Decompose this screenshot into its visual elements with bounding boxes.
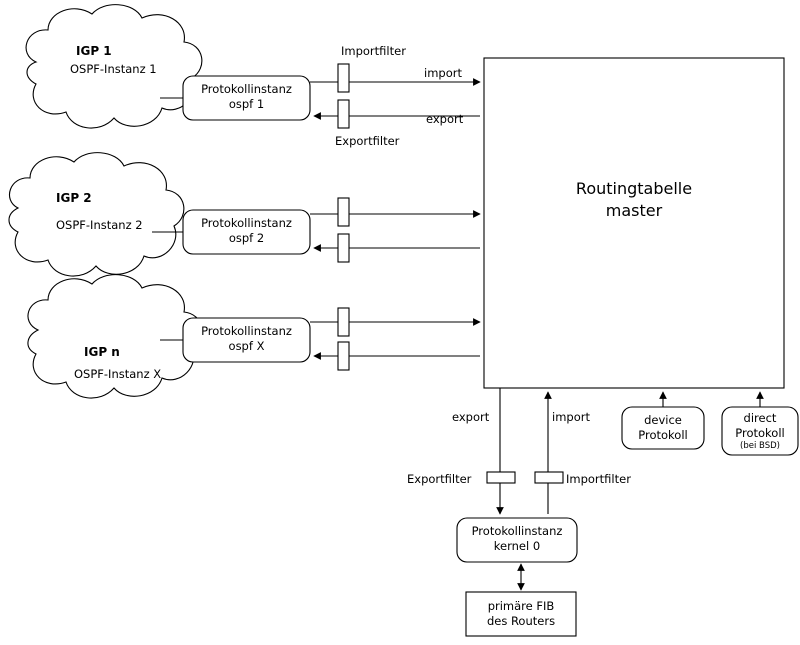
kernel-instance-line2: kernel 0 xyxy=(493,538,541,553)
device-protocol-line1: device xyxy=(644,413,682,427)
kernel-instance-label xyxy=(457,524,577,554)
cloud-igp-2 xyxy=(9,153,184,276)
direct-protocol-line1: direct xyxy=(743,411,777,425)
protocol-instance-1-line2: ospf 1 xyxy=(228,96,265,111)
importfilter-label-top: Importfilter xyxy=(341,44,406,58)
protocol-instance-2-line1: Protokollinstanz xyxy=(201,216,292,230)
import-arrow-label-kernel: import xyxy=(552,410,590,424)
importfilter-gate-1 xyxy=(338,64,349,92)
exportfilter-label-top: Exportfilter xyxy=(335,134,400,148)
import-arrow-label-top: import xyxy=(424,66,462,80)
device-protocol-label xyxy=(622,413,704,443)
importfilter-gate-3 xyxy=(338,308,349,336)
cloud-3-subtitle: OSPF-Instanz X xyxy=(74,367,162,381)
exportfilter-gate-kernel xyxy=(487,472,515,483)
cloud-3-title: IGP n xyxy=(84,345,120,359)
exportfilter-gate-1 xyxy=(338,100,349,128)
fib-line1: primäre FIB xyxy=(487,599,555,613)
importfilter-label-bottom: Importfilter xyxy=(566,472,631,486)
direct-protocol-line2: Protokoll xyxy=(735,425,785,440)
protocol-instance-label-2 xyxy=(183,216,310,246)
protocol-instance-2-line2: ospf 2 xyxy=(228,230,265,245)
fib-line2: des Routers xyxy=(486,613,556,628)
protocol-instance-label-1 xyxy=(183,82,310,112)
export-arrow-label-top: export xyxy=(426,112,464,126)
protocol-instance-1-line1: Protokollinstanz xyxy=(201,82,292,96)
cloud-2-title: IGP 2 xyxy=(56,191,92,205)
cloud-2-subtitle: OSPF-Instanz 2 xyxy=(56,218,143,232)
importfilter-gate-2 xyxy=(338,198,349,226)
routing-table-label xyxy=(484,178,784,221)
protocol-instance-label-3 xyxy=(183,324,310,354)
exportfilter-gate-2 xyxy=(338,234,349,262)
protocol-instance-3-line1: Protokollinstanz xyxy=(201,324,292,338)
protocol-instance-3-line2: ospf X xyxy=(228,338,265,353)
exportfilter-gate-3 xyxy=(338,342,349,370)
routing-table-box xyxy=(484,58,784,388)
export-arrow-label-kernel: export xyxy=(452,410,490,424)
fib-label xyxy=(466,599,576,629)
kernel-instance-line1: Protokollinstanz xyxy=(471,524,563,538)
exportfilter-label-bottom: Exportfilter xyxy=(407,472,472,486)
routing-table-line1: Routingtabelle xyxy=(575,179,693,198)
cloud-1-title: IGP 1 xyxy=(76,44,112,58)
importfilter-gate-kernel xyxy=(535,472,563,483)
device-protocol-line2: Protokoll xyxy=(638,427,688,442)
cloud-1-subtitle: OSPF-Instanz 1 xyxy=(70,62,157,76)
direct-protocol-line3: (bei BSD) xyxy=(740,440,780,451)
direct-protocol-label xyxy=(722,411,798,452)
routing-table-line2: master xyxy=(605,200,663,220)
